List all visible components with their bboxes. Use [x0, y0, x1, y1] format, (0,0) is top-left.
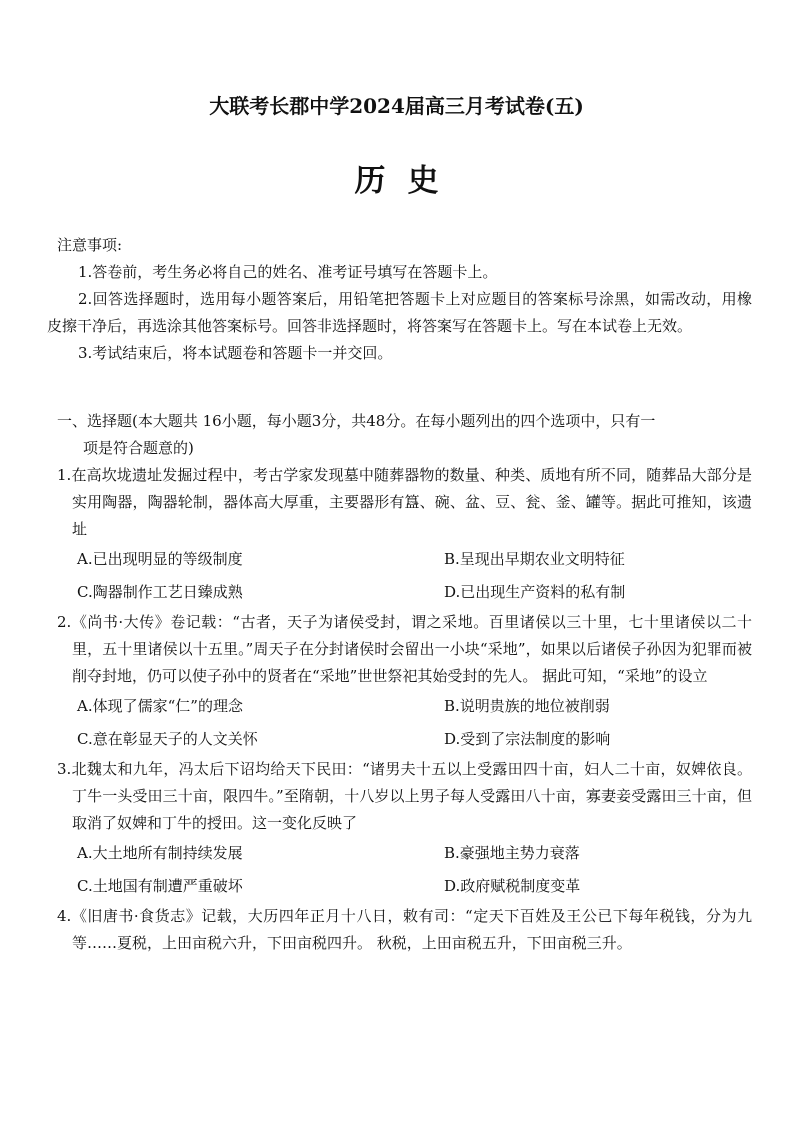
option-b: B.说明贵族的地位被削弱	[444, 697, 610, 715]
question-stem: 1.在高坎垅遗址发掘过程中，考古学家发现墓中随葬器物的数量、种类、质地有所不同，随葬品大部分是实用陶器，陶器轮制，器体高大厚重，主要器形有簋、碗、盆、豆、瓮、釜、罐等。据此可推知，该遗址	[57, 466, 752, 538]
option-a: A.已出现明显的等级制度	[77, 550, 243, 568]
exam-title: 大联考长郡中学2024届高三月考试卷(五)	[209, 94, 584, 118]
options-grid	[47, 543, 752, 609]
section-heading: 一、选择题(本大题共 16小题，每小题3分，共48分。在每小题列出的四个选项中，只有一	[57, 412, 656, 430]
option-d: D.已出现生产资料的私有制	[444, 583, 626, 601]
notes-title: 注意事项:	[57, 236, 123, 254]
questions-section	[47, 408, 752, 957]
options-grid	[47, 837, 752, 903]
question-3	[47, 756, 752, 903]
option-b: B.呈现出早期农业文明特征	[444, 550, 625, 568]
option-d: D.受到了宗法制度的影响	[444, 730, 611, 748]
question-1	[47, 462, 752, 609]
option-c: C.意在彰显天子的人文关怀	[77, 730, 258, 748]
option-c: C.土地国有制遭严重破坏	[77, 877, 243, 895]
option-a: A.体现了儒家“仁”的理念	[77, 697, 243, 715]
section-heading-cont: 项是符合题意的)	[83, 439, 194, 457]
note-item-2: 2.回答选择题时，选用每小题答案后，用铅笔把答题卡上对应题目的答案标号涂黑，如需改动，用橡皮擦干净后，再选涂其他答案标号。回答非选择题时，将答案写在答题卡上。写在本试卷上无效。	[47, 290, 752, 335]
question-stem: 4.《旧唐书·食货志》记载，大历四年正月十八日，敕有司：“定天下百姓及王公已下每年税钱，分为九等……夏税，上田亩税六升，下田亩税四升。 秋税，上田亩税五升，下田亩税三升。	[57, 907, 752, 952]
question-stem: 3.北魏太和九年，冯太后下诏均给天下民田：“诸男夫十五以上受露田四十亩，妇人二十亩，奴婢依良。丁牛一头受田三十亩，限四牛。”至隋朝，十八岁以上男子每人受露田八十亩，寡妻妾受露田三十亩，但取消了奴婢和丁牛的授田。这一变化反映了	[57, 760, 752, 832]
option-a: A.大土地所有制持续发展	[77, 844, 243, 862]
subject-title: 历史	[354, 163, 461, 199]
note-item-3: 3.考试结束后，将本试题卷和答题卡一并交回。	[78, 344, 393, 362]
note-item-1: 1.答卷前，考生务必将自己的姓名、准考证号填写在答题卡上。	[78, 263, 498, 281]
notes-section	[47, 232, 752, 367]
option-d: D.政府赋税制度变革	[444, 877, 581, 895]
option-c: C.陶器制作工艺日臻成熟	[77, 583, 243, 601]
question-2	[47, 609, 752, 756]
question-4	[47, 903, 752, 957]
question-stem: 2.《尚书·大传》卷记载：“古者，天子为诸侯受封，谓之采地。百里诸侯以三十里，七十里诸侯以二十里，五十里诸侯以十五里。”周天子在分封诸侯时会留出一小块“采地”，如果以后诸侯子孙因为犯罪而被削夺封地，仍可以使子孙中的贤者在“采地”世世祭祀其始受封的先人。 据此可知，“采地”的设立	[57, 613, 752, 685]
options-grid	[47, 690, 752, 756]
option-b: B.豪强地主势力衰落	[444, 844, 580, 862]
